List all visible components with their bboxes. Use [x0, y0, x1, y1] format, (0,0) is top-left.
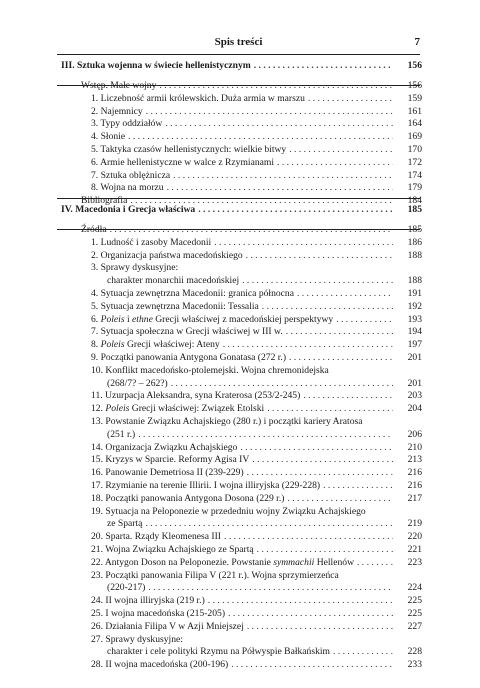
toc-entry — [61, 634, 422, 647]
toc-entry — [61, 250, 422, 263]
dot-leader — [128, 131, 393, 144]
dot-leader — [240, 442, 393, 455]
toc-entry-title: 6. Armie hellenistyczne w walce z Rzymianami — [91, 156, 275, 168]
dot-leader — [165, 118, 393, 131]
toc-section-4 — [61, 204, 422, 672]
toc-entry — [61, 518, 422, 531]
toc-entry — [61, 157, 422, 170]
toc-entry-page: 213 — [407, 454, 422, 466]
dot-leader — [257, 544, 393, 557]
dot-leader — [148, 582, 393, 595]
toc-entry-title: 11. Uzurpacja Aleksandra, syna Kraterosa (253/2-245) — [91, 390, 301, 402]
page-header — [57, 36, 420, 52]
toc-entry — [61, 429, 422, 442]
dot-leader — [171, 378, 393, 391]
toc-entry — [61, 93, 422, 106]
dot-leader — [333, 646, 393, 659]
toc-entry — [61, 646, 422, 659]
toc-entry — [61, 378, 422, 391]
dot-leader — [286, 326, 393, 339]
toc-entry — [61, 390, 422, 403]
toc-entry-title: III. Sztuka wojenna w świecie hellenistycznym — [61, 60, 251, 71]
toc-entry — [61, 237, 422, 250]
toc-entry — [61, 326, 422, 339]
toc-entry-page: 170 — [407, 143, 422, 155]
toc-entry-title: 7. Sytuacja społeczna w Grecji właściwej w III w. — [91, 326, 283, 338]
toc-entry-title: charakter i cele polityki Rzymu na Półwyspie Bałkańskim — [107, 646, 331, 658]
toc-entry — [61, 106, 422, 119]
toc-entry-title: Wstęp. Małe wojny — [81, 80, 157, 91]
dot-leader — [159, 80, 393, 93]
toc-entry-page: 169 — [407, 131, 422, 143]
toc-entry-page: 172 — [407, 156, 422, 168]
toc-entry-page: 201 — [407, 377, 422, 389]
toc-entry-page: 185 — [407, 204, 422, 215]
toc-entry-page: 184 — [407, 195, 422, 207]
dot-leader — [208, 595, 393, 608]
dot-leader — [267, 403, 393, 416]
toc-entry-page: 225 — [407, 595, 422, 607]
toc-entry-page: 197 — [407, 339, 422, 351]
toc-entry — [61, 570, 422, 583]
toc-entry — [61, 454, 422, 467]
toc-entry-page: 221 — [407, 543, 422, 555]
toc-entry-title: 6. Poleis i ethne Grecji właściwej z macedońskiej perspektywy — [91, 313, 334, 325]
toc-entry-title: (220-217) — [107, 582, 146, 594]
toc-entry — [61, 288, 422, 301]
toc-part-heading — [61, 204, 422, 218]
toc-entry — [61, 557, 422, 570]
toc-entry-title: 8. Poleis Grecji właściwej: Ateny — [91, 339, 220, 351]
toc-entry-title: 28. II wojna macedońska (200-196) — [91, 659, 229, 671]
dot-leader — [289, 144, 393, 157]
toc-part-heading — [61, 60, 422, 74]
dot-leader — [277, 157, 393, 170]
toc-entry-page: 203 — [407, 390, 422, 402]
toc-entry-page: 156 — [407, 80, 422, 91]
toc-entry-title: 22. Antygon Doson na Peloponezie. Powstanie symmachii Hellenów — [91, 556, 354, 568]
toc-entry-page: 225 — [407, 607, 422, 619]
toc-entry-page: 188 — [407, 249, 422, 261]
toc-entry — [61, 544, 422, 557]
dot-leader — [336, 314, 393, 327]
toc-entry-title: 5. Taktyka czasów hellenistycznych: wielkie bitwy — [91, 143, 287, 155]
toc-entry — [61, 339, 422, 352]
toc-entry-title: 2. Najemnicy — [91, 105, 143, 117]
dot-leader — [173, 170, 393, 183]
toc-entry — [61, 403, 422, 416]
toc-entry-title: 3. Sprawy dyskusyjne: — [91, 262, 179, 274]
toc-entry — [61, 659, 422, 672]
dot-leader — [287, 493, 393, 506]
toc-section-3 — [61, 60, 422, 208]
toc-entry-page: 219 — [407, 518, 422, 530]
dot-leader — [146, 106, 393, 119]
toc-entry-page: 204 — [407, 403, 422, 415]
dot-leader — [254, 60, 393, 73]
toc-entry — [61, 301, 422, 314]
toc-entry-page: 216 — [407, 479, 422, 491]
toc-entry-title: 8. Wojna na morzu — [91, 182, 164, 194]
toc-entry-title: 16. Panowanie Demetriosa II (239-229) — [91, 467, 244, 479]
toc-entry-title: 15. Kryzys w Sparcie. Reformy Agisa IV — [91, 454, 250, 466]
toc-entry — [61, 582, 422, 595]
toc-entry-title: IV. Macedonia i Grecja właściwa — [61, 204, 196, 215]
toc-entry — [61, 352, 422, 365]
toc-entry — [61, 118, 422, 131]
toc-entry-page: 179 — [407, 182, 422, 194]
header-rule — [57, 54, 420, 55]
toc-entry — [61, 506, 422, 519]
toc-entry — [61, 144, 422, 157]
toc-entry-page: 210 — [407, 441, 422, 453]
toc-entry-page: 216 — [407, 467, 422, 479]
toc-entry-page: 186 — [407, 236, 422, 248]
toc-entry-page: 206 — [407, 428, 422, 440]
toc-entry-title: 26. Działania Filipa V w Azji Mniejszej — [91, 620, 244, 632]
toc-entry-title: 25. I wojna macedońska (215-205) — [91, 607, 226, 619]
dot-leader — [308, 93, 393, 106]
toc-entry-page: 194 — [407, 326, 422, 338]
toc-entry-title: 7. Sztuka oblężnicza — [91, 169, 171, 181]
toc-entry — [61, 608, 422, 621]
toc-entry-title: charakter monarchii macedońskiej — [107, 275, 240, 287]
dot-leader — [138, 429, 393, 442]
toc-entry — [61, 262, 422, 275]
toc-entry-page: 164 — [407, 118, 422, 130]
toc-entry-title: 27. Sprawy dyskusyjne: — [91, 633, 183, 645]
toc-entry-title: 23. Początki panowania Filipa V (221 r.). Wojna sprzymierzeńca — [91, 569, 339, 581]
dot-leader — [289, 352, 393, 365]
toc-entry-title: (251 r.) — [107, 428, 136, 440]
page-number: 7 — [414, 36, 420, 48]
toc-entry-page: 233 — [407, 659, 422, 671]
toc-entry — [61, 467, 422, 480]
toc-entry-page: 227 — [407, 620, 422, 632]
toc-entry — [61, 80, 422, 93]
toc-entry — [61, 480, 422, 493]
toc-entry-title: 20. Sparta. Rządy Kleomenesa III — [91, 531, 222, 543]
toc-entry-page: 188 — [407, 275, 422, 287]
toc-entry-title: 19. Sytuacja na Peloponezie w przededniu wojny Związku Achajskiego — [91, 505, 366, 517]
dot-leader — [228, 608, 393, 621]
toc-entry-page: 201 — [407, 351, 422, 363]
toc-entry-title: 21. Wojna Związku Achajskiego ze Spartą — [91, 543, 254, 555]
toc-entry-title: 3. Typy oddziałów — [91, 118, 163, 130]
toc-entry-title: 9. Początki panowania Antygona Gonatasa (272 r.) — [91, 351, 287, 363]
toc-entry — [61, 314, 422, 327]
toc-entry — [61, 621, 422, 634]
dot-leader — [214, 237, 393, 250]
toc-entry-title: 1. Ludność i zasoby Macedonii — [91, 236, 212, 248]
dot-leader — [247, 621, 393, 634]
toc-entry-title: ze Spartą — [107, 518, 143, 530]
toc-entry — [61, 170, 422, 183]
toc-entry — [61, 531, 422, 544]
toc-entry — [61, 182, 422, 195]
dot-leader — [110, 224, 393, 237]
toc-entry-page: 217 — [407, 492, 422, 504]
toc-entry — [61, 365, 422, 378]
toc-entry-page: 193 — [407, 313, 422, 325]
toc-entry — [61, 493, 422, 506]
toc-entry — [61, 416, 422, 429]
toc-entry-title: 1. Liczebność armii królewskich. Duża armia w marszu — [91, 92, 305, 104]
dot-leader — [297, 288, 393, 301]
toc-entry-page: 159 — [407, 92, 422, 104]
dot-leader — [246, 250, 393, 263]
toc-entry-title: 18. Początki panowania Antygona Dosona (229 r.) — [91, 492, 285, 504]
toc-entry-title: 4. Sytuacja zewnętrzna Macedonii: granica północna — [91, 287, 294, 299]
toc-entry-title: 17. Rzymianie na terenie Illirii. I wojna illiryjska (229-228) — [91, 479, 321, 491]
toc-entry-page: 224 — [407, 582, 422, 594]
toc-entry-title: Źródła — [81, 224, 107, 235]
toc-entry-page: 191 — [407, 287, 422, 299]
toc-entry-page: 220 — [407, 531, 422, 543]
dot-leader — [224, 531, 393, 544]
toc-entry-title: 10. Konflikt macedońsko-ptolemejski. Wojna chremonidejska — [91, 364, 329, 376]
toc-entry-title: 5. Sytuacja zewnętrzna Macedonii: Tessalia — [91, 300, 259, 312]
dot-leader — [223, 339, 393, 352]
toc-entry-title: Bibliografia — [81, 195, 128, 207]
toc-entry-title: 2. Organizacja państwa macedońskiego — [91, 249, 243, 261]
toc-entry-page: 174 — [407, 169, 422, 181]
dot-leader — [198, 204, 393, 217]
toc-entry-page: 223 — [407, 556, 422, 568]
toc-entry — [61, 224, 422, 237]
toc-entry-title: (268/7? – 262?) — [107, 377, 168, 389]
toc-entry-title: 12. Poleis Grecji właściwej: Związek Etolski — [91, 403, 265, 415]
toc-entry — [61, 131, 422, 144]
toc-entry-page: 156 — [407, 60, 422, 71]
running-title: Spis treści — [214, 36, 263, 48]
dot-leader — [252, 454, 393, 467]
toc-entry-title: 13. Powstanie Związku Achajskiego (280 r.) i początki kariery Aratosa — [91, 415, 363, 427]
dot-leader — [323, 480, 393, 493]
toc-entry-page: 192 — [407, 300, 422, 312]
dot-leader — [303, 390, 393, 403]
toc-entry — [61, 595, 422, 608]
toc-entry-page: 185 — [407, 224, 422, 235]
dot-leader — [167, 182, 393, 195]
toc-entry-title: 14. Organizacja Związku Achajskiego — [91, 441, 238, 453]
dot-leader — [247, 467, 393, 480]
dot-leader — [262, 301, 393, 314]
toc-entry-title: 24. II wojna illiryjska (219 r.) — [91, 595, 205, 607]
toc-entry-title: 4. Słonie — [91, 131, 126, 143]
dot-leader — [145, 518, 393, 531]
toc-entry — [61, 275, 422, 288]
toc-entry-page: 161 — [407, 105, 422, 117]
toc-entry-page: 228 — [407, 646, 422, 658]
dot-leader — [357, 557, 393, 570]
dot-leader — [242, 275, 393, 288]
toc-entry — [61, 442, 422, 455]
dot-leader — [231, 659, 393, 672]
